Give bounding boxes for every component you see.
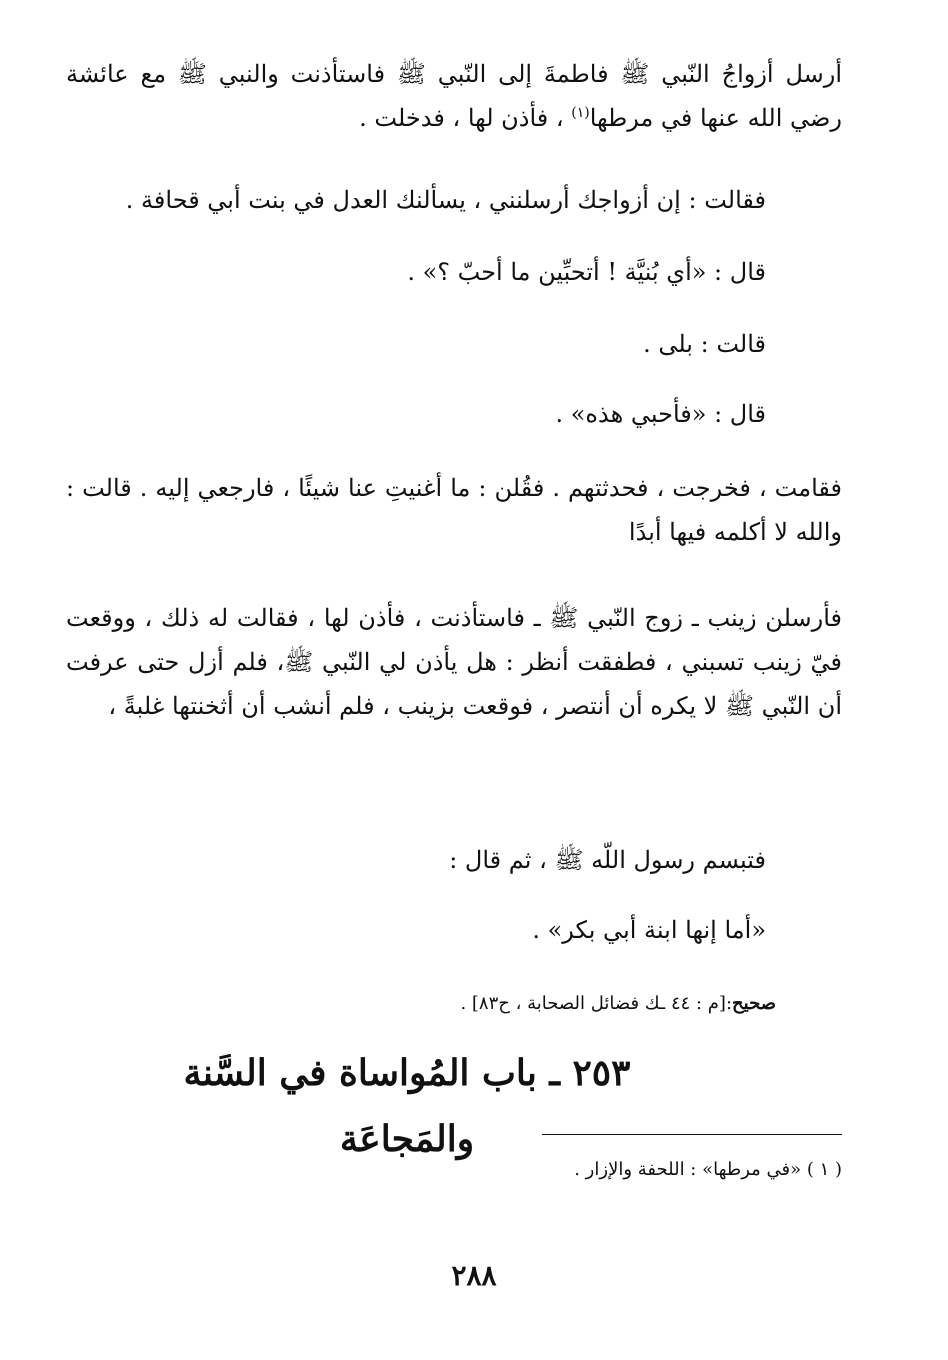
footnote: ( ١ ) «في مرطها» : اللحفة والإزار . xyxy=(574,1159,842,1180)
source-reference: :[م : ٤٤ ـك فضائل الصحابة ، ح٨٣] . xyxy=(460,993,733,1014)
paragraph-3: قال : «أي بُنيَّة ! أتحبِّين ما أحبّ ؟» . xyxy=(407,258,766,286)
paragraph-7: فأرسلن زينب ـ زوج النّبي ﷺ ـ فاستأذنت ، فأذن لها ، فقالت له ذلك ، ووقعت فيّ زينب تسبني ، فطفقت أنظر : هل يأذن لي النّبي ﷺ، فلم أزل حتى عرفت أن النّبي ﷺ لا يكره أن أنتصر ، فوقعت بزينب ، فلم أنشب أن أثخنتها غلبةً ، xyxy=(66,604,842,720)
footnote-marker: (١) xyxy=(571,105,590,121)
footnote-divider xyxy=(542,1134,842,1135)
source-grade: صحيح xyxy=(732,993,776,1014)
hadith-source xyxy=(66,986,776,1022)
chapter-heading: ٢٥٣ ـ باب المُواساة في السَّنة والمَجاعَة xyxy=(183,1052,631,1160)
paragraph-2: فقالت : إن أزواجك أرسلنني ، يسألنك العدل في بنت أبي قحافة . xyxy=(125,186,766,214)
paragraph-1 xyxy=(66,52,842,140)
paragraph-1-tail: ، فأذن لها ، فدخلت . xyxy=(359,104,572,132)
paragraph-5: قال : «فأحبي هذه» . xyxy=(555,400,766,428)
page-number: ٢٨٨ xyxy=(451,1259,497,1292)
paragraph-6: فقامت ، فخرجت ، فحدثتهم . فقُلن : ما أغنيتِ عنا شيئًا ، فارجعي إليه . قالت : والله لا أكلمه فيها أبدًا xyxy=(66,474,842,546)
paragraph-9: «أما إنها ابنة أبي بكر» . xyxy=(532,916,766,944)
paragraph-8: فتبسم رسول اللّه ﷺ ، ثم قال : xyxy=(449,846,766,874)
paragraph-4: قالت : بلى . xyxy=(643,330,766,358)
paragraph-1-text: أرسل أزواجُ النّبي ﷺ فاطمةَ إلى النّبي ﷺ فاستأذنت والنبي ﷺ مع عائشة رضي الله عنها في مرطها xyxy=(66,60,842,132)
